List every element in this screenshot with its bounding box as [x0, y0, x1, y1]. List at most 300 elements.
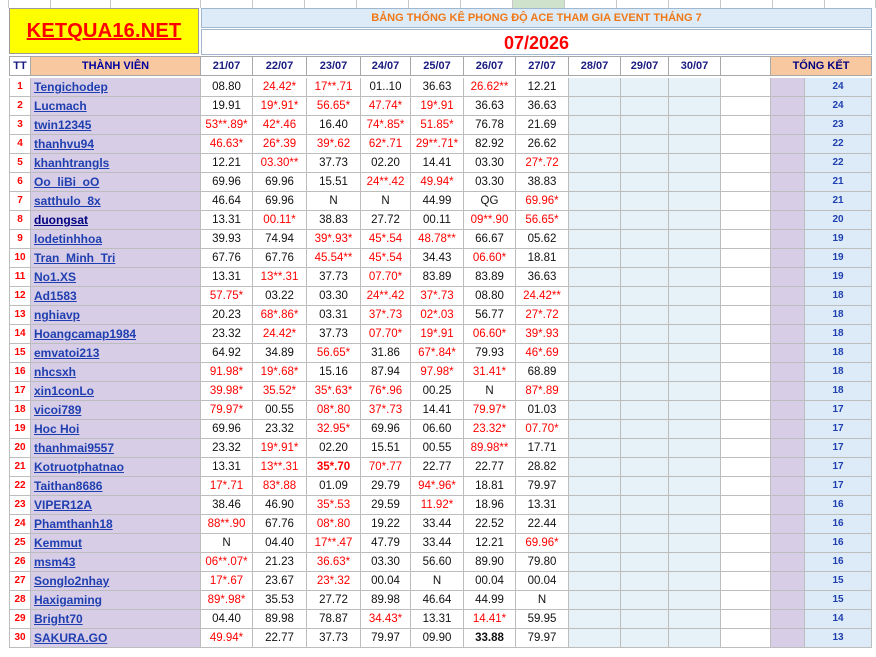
score-cell[interactable]: 69.96	[361, 420, 411, 439]
empty-cell[interactable]	[621, 439, 669, 458]
score-cell[interactable]: 69.96	[253, 192, 307, 211]
score-cell[interactable]: 39.98*	[201, 382, 253, 401]
score-cell[interactable]: 06.60*	[464, 325, 516, 344]
score-cell[interactable]: 08*.80	[307, 401, 361, 420]
score-cell[interactable]: 69.96	[201, 173, 253, 192]
empty-cell[interactable]	[721, 249, 771, 268]
score-cell[interactable]: 56.60	[411, 553, 464, 572]
score-cell[interactable]: 24.42*	[253, 325, 307, 344]
score-cell[interactable]: 19*.91	[411, 97, 464, 116]
score-cell[interactable]: 23.32	[201, 439, 253, 458]
empty-cell[interactable]	[621, 515, 669, 534]
score-cell[interactable]: 22.77	[464, 458, 516, 477]
score-cell[interactable]: 01.03	[516, 401, 569, 420]
score-cell[interactable]: 56.65*	[307, 344, 361, 363]
score-cell[interactable]: 46.64	[411, 591, 464, 610]
empty-cell[interactable]	[621, 287, 669, 306]
score-cell[interactable]: 89.98	[361, 591, 411, 610]
score-cell[interactable]: 45*.54	[361, 249, 411, 268]
score-cell[interactable]: 45*.54	[361, 230, 411, 249]
empty-cell[interactable]	[569, 420, 621, 439]
score-cell[interactable]: 78.87	[307, 610, 361, 629]
score-cell[interactable]: 37*.73	[361, 401, 411, 420]
score-cell[interactable]: 29**.71*	[411, 135, 464, 154]
score-cell[interactable]: 07.70*	[361, 268, 411, 287]
score-cell[interactable]: 11.92*	[411, 496, 464, 515]
score-cell[interactable]: 56.65*	[307, 97, 361, 116]
empty-cell[interactable]	[721, 553, 771, 572]
score-cell[interactable]: 08.80	[464, 287, 516, 306]
empty-cell[interactable]	[669, 496, 721, 515]
score-cell[interactable]: 19*.91*	[253, 439, 307, 458]
member-name[interactable]: SAKURA.GO	[31, 629, 201, 648]
score-cell[interactable]: 31.41*	[464, 363, 516, 382]
score-cell[interactable]: 47.74*	[361, 97, 411, 116]
member-name[interactable]: Hoangcamap1984	[31, 325, 201, 344]
empty-cell[interactable]	[721, 78, 771, 97]
score-cell[interactable]: 59.95	[516, 610, 569, 629]
score-cell[interactable]: 16.40	[307, 116, 361, 135]
score-cell[interactable]: 79.97	[516, 477, 569, 496]
empty-cell[interactable]	[569, 268, 621, 287]
score-cell[interactable]: 87.94	[361, 363, 411, 382]
score-cell[interactable]: 35*.70	[307, 458, 361, 477]
score-cell[interactable]: 20.23	[201, 306, 253, 325]
score-cell[interactable]: 22.77	[253, 629, 307, 648]
score-cell[interactable]: 89*.98*	[201, 591, 253, 610]
empty-cell[interactable]	[669, 249, 721, 268]
score-cell[interactable]: N	[361, 192, 411, 211]
empty-cell[interactable]	[669, 382, 721, 401]
empty-cell[interactable]	[569, 591, 621, 610]
score-cell[interactable]: 83*.88	[253, 477, 307, 496]
score-cell[interactable]: 19.22	[361, 515, 411, 534]
score-cell[interactable]: 42*.46	[253, 116, 307, 135]
score-cell[interactable]: 46*.69	[516, 344, 569, 363]
score-cell[interactable]: 00.55	[253, 401, 307, 420]
score-cell[interactable]: 51.85*	[411, 116, 464, 135]
empty-cell[interactable]	[669, 287, 721, 306]
member-name[interactable]: khanhtrangls	[31, 154, 201, 173]
score-cell[interactable]: 00.25	[411, 382, 464, 401]
score-cell[interactable]: 26.62	[516, 135, 569, 154]
score-cell[interactable]: 03.31	[307, 306, 361, 325]
score-cell[interactable]: 02.20	[361, 154, 411, 173]
empty-cell[interactable]	[669, 268, 721, 287]
score-cell[interactable]: N	[411, 572, 464, 591]
score-cell[interactable]: 03.30	[464, 173, 516, 192]
score-cell[interactable]: 89.98**	[464, 439, 516, 458]
score-cell[interactable]: 87*.89	[516, 382, 569, 401]
empty-cell[interactable]	[721, 344, 771, 363]
member-name[interactable]: twin12345	[31, 116, 201, 135]
score-cell[interactable]: 69.96*	[516, 534, 569, 553]
score-cell[interactable]: 91.98*	[201, 363, 253, 382]
score-cell[interactable]: 56.77	[464, 306, 516, 325]
score-cell[interactable]: 38.83	[516, 173, 569, 192]
score-cell[interactable]: 00.55	[411, 439, 464, 458]
score-cell[interactable]: 66.67	[464, 230, 516, 249]
score-cell[interactable]: 03.30	[464, 154, 516, 173]
empty-cell[interactable]	[621, 325, 669, 344]
score-cell[interactable]: 34.43	[411, 249, 464, 268]
empty-cell[interactable]	[569, 363, 621, 382]
empty-cell[interactable]	[569, 439, 621, 458]
score-cell[interactable]: 29.79	[361, 477, 411, 496]
member-name[interactable]: VIPER12A	[31, 496, 201, 515]
score-cell[interactable]: 28.82	[516, 458, 569, 477]
score-cell[interactable]: 37.73	[307, 268, 361, 287]
empty-cell[interactable]	[721, 306, 771, 325]
member-name[interactable]: lodetinhhoa	[31, 230, 201, 249]
score-cell[interactable]: 15.16	[307, 363, 361, 382]
score-cell[interactable]: 44.99	[411, 192, 464, 211]
score-cell[interactable]: 17**.71	[307, 78, 361, 97]
empty-cell[interactable]	[569, 629, 621, 648]
empty-cell[interactable]	[569, 192, 621, 211]
member-name[interactable]: Kemmut	[31, 534, 201, 553]
empty-cell[interactable]	[669, 629, 721, 648]
score-cell[interactable]: 67.76	[201, 249, 253, 268]
score-cell[interactable]: 23.32	[201, 325, 253, 344]
score-cell[interactable]: 09.90	[411, 629, 464, 648]
score-cell[interactable]: 03.30	[361, 553, 411, 572]
score-cell[interactable]: 79.80	[516, 553, 569, 572]
score-cell[interactable]: 39*.62	[307, 135, 361, 154]
member-name[interactable]: satthulo_8x	[31, 192, 201, 211]
score-cell[interactable]: 37*.73	[411, 287, 464, 306]
member-name[interactable]: thanhvu94	[31, 135, 201, 154]
score-cell[interactable]: 15.51	[307, 173, 361, 192]
score-cell[interactable]: 22.44	[516, 515, 569, 534]
empty-cell[interactable]	[669, 553, 721, 572]
empty-cell[interactable]	[721, 496, 771, 515]
member-name[interactable]: No1.XS	[31, 268, 201, 287]
empty-cell[interactable]	[621, 591, 669, 610]
score-cell[interactable]: 79.97*	[201, 401, 253, 420]
score-cell[interactable]: 00.04	[464, 572, 516, 591]
score-cell[interactable]: 56.65*	[516, 211, 569, 230]
empty-cell[interactable]	[569, 116, 621, 135]
score-cell[interactable]: 37*.73	[361, 306, 411, 325]
member-name[interactable]: nhcsxh	[31, 363, 201, 382]
empty-cell[interactable]	[569, 382, 621, 401]
empty-cell[interactable]	[621, 135, 669, 154]
empty-cell[interactable]	[569, 211, 621, 230]
empty-cell[interactable]	[621, 553, 669, 572]
score-cell[interactable]: QG	[464, 192, 516, 211]
score-cell[interactable]: 08*.80	[307, 515, 361, 534]
score-cell[interactable]: 45.54**	[307, 249, 361, 268]
score-cell[interactable]: 00.11	[411, 211, 464, 230]
member-name[interactable]: Tengichodep	[31, 78, 201, 97]
empty-cell[interactable]	[721, 268, 771, 287]
score-cell[interactable]: 79.97*	[464, 401, 516, 420]
score-cell[interactable]: 67*.84*	[411, 344, 464, 363]
member-name[interactable]: Songlo2nhay	[31, 572, 201, 591]
score-cell[interactable]: 04.40	[201, 610, 253, 629]
empty-cell[interactable]	[669, 439, 721, 458]
score-cell[interactable]: 88**.90	[201, 515, 253, 534]
member-name[interactable]: Hoc Hoi	[31, 420, 201, 439]
score-cell[interactable]: 35.52*	[253, 382, 307, 401]
score-cell[interactable]: 79.97	[361, 629, 411, 648]
member-name[interactable]: xin1conLo	[31, 382, 201, 401]
score-cell[interactable]: 06.60*	[464, 249, 516, 268]
empty-cell[interactable]	[669, 591, 721, 610]
score-cell[interactable]: 23.32*	[464, 420, 516, 439]
score-cell[interactable]: 02*.03	[411, 306, 464, 325]
score-cell[interactable]: 08.80	[201, 78, 253, 97]
empty-cell[interactable]	[669, 97, 721, 116]
score-cell[interactable]: 06**.07*	[201, 553, 253, 572]
empty-cell[interactable]	[721, 382, 771, 401]
empty-cell[interactable]	[569, 78, 621, 97]
empty-cell[interactable]	[721, 534, 771, 553]
empty-cell[interactable]	[721, 230, 771, 249]
empty-cell[interactable]	[669, 135, 721, 154]
empty-cell[interactable]	[621, 382, 669, 401]
score-cell[interactable]: N	[307, 192, 361, 211]
score-cell[interactable]: 76.78	[464, 116, 516, 135]
member-name[interactable]: Ad1583	[31, 287, 201, 306]
score-cell[interactable]: 36.63	[516, 268, 569, 287]
score-cell[interactable]: 39*.93*	[307, 230, 361, 249]
empty-cell[interactable]	[569, 610, 621, 629]
empty-cell[interactable]	[569, 306, 621, 325]
score-cell[interactable]: 03.30	[307, 287, 361, 306]
empty-cell[interactable]	[721, 439, 771, 458]
empty-cell[interactable]	[669, 230, 721, 249]
empty-cell[interactable]	[669, 78, 721, 97]
empty-cell[interactable]	[721, 287, 771, 306]
score-cell[interactable]: 27.72	[307, 591, 361, 610]
empty-cell[interactable]	[621, 458, 669, 477]
score-cell[interactable]: 83.89	[464, 268, 516, 287]
empty-cell[interactable]	[669, 572, 721, 591]
member-name[interactable]: vicoi789	[31, 401, 201, 420]
score-cell[interactable]: 24**.42	[361, 287, 411, 306]
empty-cell[interactable]	[721, 211, 771, 230]
empty-cell[interactable]	[569, 173, 621, 192]
empty-cell[interactable]	[669, 401, 721, 420]
score-cell[interactable]: 24.42**	[516, 287, 569, 306]
score-cell[interactable]: 32.95*	[307, 420, 361, 439]
score-cell[interactable]: 68*.86*	[253, 306, 307, 325]
score-cell[interactable]: 04.40	[253, 534, 307, 553]
score-cell[interactable]: 17**.47	[307, 534, 361, 553]
score-cell[interactable]: 27*.72	[516, 154, 569, 173]
empty-cell[interactable]	[669, 325, 721, 344]
empty-cell[interactable]	[721, 591, 771, 610]
empty-cell[interactable]	[621, 572, 669, 591]
score-cell[interactable]: 06.60	[411, 420, 464, 439]
empty-cell[interactable]	[669, 154, 721, 173]
empty-cell[interactable]	[669, 515, 721, 534]
empty-cell[interactable]	[669, 192, 721, 211]
score-cell[interactable]: 19*.91	[411, 325, 464, 344]
score-cell[interactable]: 13.31	[201, 458, 253, 477]
score-cell[interactable]: 13.31	[516, 496, 569, 515]
score-cell[interactable]: 48.78**	[411, 230, 464, 249]
empty-cell[interactable]	[569, 287, 621, 306]
member-name[interactable]: Oo_liBi_oO	[31, 173, 201, 192]
empty-cell[interactable]	[721, 515, 771, 534]
score-cell[interactable]: 17.71	[516, 439, 569, 458]
score-cell[interactable]: 01.09	[307, 477, 361, 496]
score-cell[interactable]: 33.44	[411, 534, 464, 553]
score-cell[interactable]: 09**.90	[464, 211, 516, 230]
score-cell[interactable]: 34.89	[253, 344, 307, 363]
score-cell[interactable]: 14.41	[411, 154, 464, 173]
member-name[interactable]: Bright70	[31, 610, 201, 629]
score-cell[interactable]: 36.63	[411, 78, 464, 97]
member-name[interactable]: Kotruotphatnao	[31, 458, 201, 477]
score-cell[interactable]: 33.44	[411, 515, 464, 534]
score-cell[interactable]: 13**.31	[253, 458, 307, 477]
empty-cell[interactable]	[669, 363, 721, 382]
empty-cell[interactable]	[721, 458, 771, 477]
score-cell[interactable]: 22.77	[411, 458, 464, 477]
score-cell[interactable]: 01..10	[361, 78, 411, 97]
empty-cell[interactable]	[669, 477, 721, 496]
score-cell[interactable]: 35*.53	[307, 496, 361, 515]
score-cell[interactable]: 12.21	[201, 154, 253, 173]
score-cell[interactable]: 18.96	[464, 496, 516, 515]
score-cell[interactable]: 24.42*	[253, 78, 307, 97]
empty-cell[interactable]	[621, 249, 669, 268]
empty-cell[interactable]	[569, 477, 621, 496]
empty-cell[interactable]	[721, 192, 771, 211]
score-cell[interactable]: 27*.72	[516, 306, 569, 325]
score-cell[interactable]: 38.83	[307, 211, 361, 230]
score-cell[interactable]: 07.70*	[516, 420, 569, 439]
score-cell[interactable]: 00.04	[516, 572, 569, 591]
member-name[interactable]: Phamthanh18	[31, 515, 201, 534]
score-cell[interactable]: 19*.91*	[253, 97, 307, 116]
empty-cell[interactable]	[569, 496, 621, 515]
score-cell[interactable]: 57.75*	[201, 287, 253, 306]
score-cell[interactable]: 37.73	[307, 154, 361, 173]
empty-cell[interactable]	[669, 173, 721, 192]
score-cell[interactable]: 36.63*	[307, 553, 361, 572]
score-cell[interactable]: 19.91	[201, 97, 253, 116]
member-name[interactable]: Tran_Minh_Tri	[31, 249, 201, 268]
score-cell[interactable]: 07.70*	[361, 325, 411, 344]
score-cell[interactable]: 69.96	[201, 420, 253, 439]
empty-cell[interactable]	[721, 173, 771, 192]
score-cell[interactable]: 13**.31	[253, 268, 307, 287]
score-cell[interactable]: 46.63*	[201, 135, 253, 154]
empty-cell[interactable]	[621, 211, 669, 230]
empty-cell[interactable]	[621, 629, 669, 648]
member-name[interactable]: duongsat	[31, 211, 201, 230]
score-cell[interactable]: 49.94*	[201, 629, 253, 648]
empty-cell[interactable]	[721, 572, 771, 591]
empty-cell[interactable]	[669, 211, 721, 230]
score-cell[interactable]: 69.96*	[516, 192, 569, 211]
empty-cell[interactable]	[621, 477, 669, 496]
member-name[interactable]: thanhmai9557	[31, 439, 201, 458]
score-cell[interactable]: 19*.68*	[253, 363, 307, 382]
score-cell[interactable]: 13.31	[411, 610, 464, 629]
site-logo[interactable]	[9, 8, 199, 54]
score-cell[interactable]: 79.93	[464, 344, 516, 363]
score-cell[interactable]: 12.21	[464, 534, 516, 553]
empty-cell[interactable]	[569, 135, 621, 154]
score-cell[interactable]: 22.52	[464, 515, 516, 534]
score-cell[interactable]: 14.41*	[464, 610, 516, 629]
score-cell[interactable]: 18.81	[516, 249, 569, 268]
empty-cell[interactable]	[669, 116, 721, 135]
score-cell[interactable]: 36.63	[516, 97, 569, 116]
score-cell[interactable]: 97.98*	[411, 363, 464, 382]
score-cell[interactable]: 74.94	[253, 230, 307, 249]
empty-cell[interactable]	[621, 306, 669, 325]
score-cell[interactable]: 17*.67	[201, 572, 253, 591]
empty-cell[interactable]	[569, 458, 621, 477]
score-cell[interactable]: 21.23	[253, 553, 307, 572]
member-name[interactable]: emvatoi213	[31, 344, 201, 363]
score-cell[interactable]: 03.22	[253, 287, 307, 306]
score-cell[interactable]: 70*.77	[361, 458, 411, 477]
empty-cell[interactable]	[569, 325, 621, 344]
empty-cell[interactable]	[569, 230, 621, 249]
score-cell[interactable]: 23.67	[253, 572, 307, 591]
score-cell[interactable]: 36.63	[464, 97, 516, 116]
score-cell[interactable]: 46.64	[201, 192, 253, 211]
score-cell[interactable]: 05.62	[516, 230, 569, 249]
score-cell[interactable]: 24**.42	[361, 173, 411, 192]
score-cell[interactable]: 18.81	[464, 477, 516, 496]
score-cell[interactable]: 89.98	[253, 610, 307, 629]
score-cell[interactable]: 17*.71	[201, 477, 253, 496]
empty-cell[interactable]	[721, 477, 771, 496]
score-cell[interactable]: 13.31	[201, 211, 253, 230]
score-cell[interactable]: 33.88	[464, 629, 516, 648]
empty-cell[interactable]	[621, 268, 669, 287]
empty-cell[interactable]	[569, 553, 621, 572]
score-cell[interactable]: 12.21	[516, 78, 569, 97]
score-cell[interactable]: 21.69	[516, 116, 569, 135]
score-cell[interactable]: 83.89	[411, 268, 464, 287]
empty-cell[interactable]	[621, 610, 669, 629]
empty-cell[interactable]	[569, 534, 621, 553]
empty-cell[interactable]	[621, 230, 669, 249]
empty-cell[interactable]	[569, 97, 621, 116]
empty-cell[interactable]	[569, 344, 621, 363]
empty-cell[interactable]	[621, 420, 669, 439]
empty-cell[interactable]	[621, 154, 669, 173]
score-cell[interactable]: 13.31	[201, 268, 253, 287]
empty-cell[interactable]	[721, 325, 771, 344]
score-cell[interactable]: 35*.63*	[307, 382, 361, 401]
score-cell[interactable]: 76*.96	[361, 382, 411, 401]
score-cell[interactable]: 38.46	[201, 496, 253, 515]
empty-cell[interactable]	[721, 97, 771, 116]
score-cell[interactable]: 14.41	[411, 401, 464, 420]
score-cell[interactable]: 37.73	[307, 629, 361, 648]
score-cell[interactable]: 67.76	[253, 515, 307, 534]
score-cell[interactable]: 39.93	[201, 230, 253, 249]
empty-cell[interactable]	[669, 344, 721, 363]
score-cell[interactable]: N	[464, 382, 516, 401]
empty-cell[interactable]	[721, 629, 771, 648]
score-cell[interactable]: 27.72	[361, 211, 411, 230]
score-cell[interactable]: 29.59	[361, 496, 411, 515]
score-cell[interactable]: 39*.93	[516, 325, 569, 344]
empty-cell[interactable]	[621, 401, 669, 420]
